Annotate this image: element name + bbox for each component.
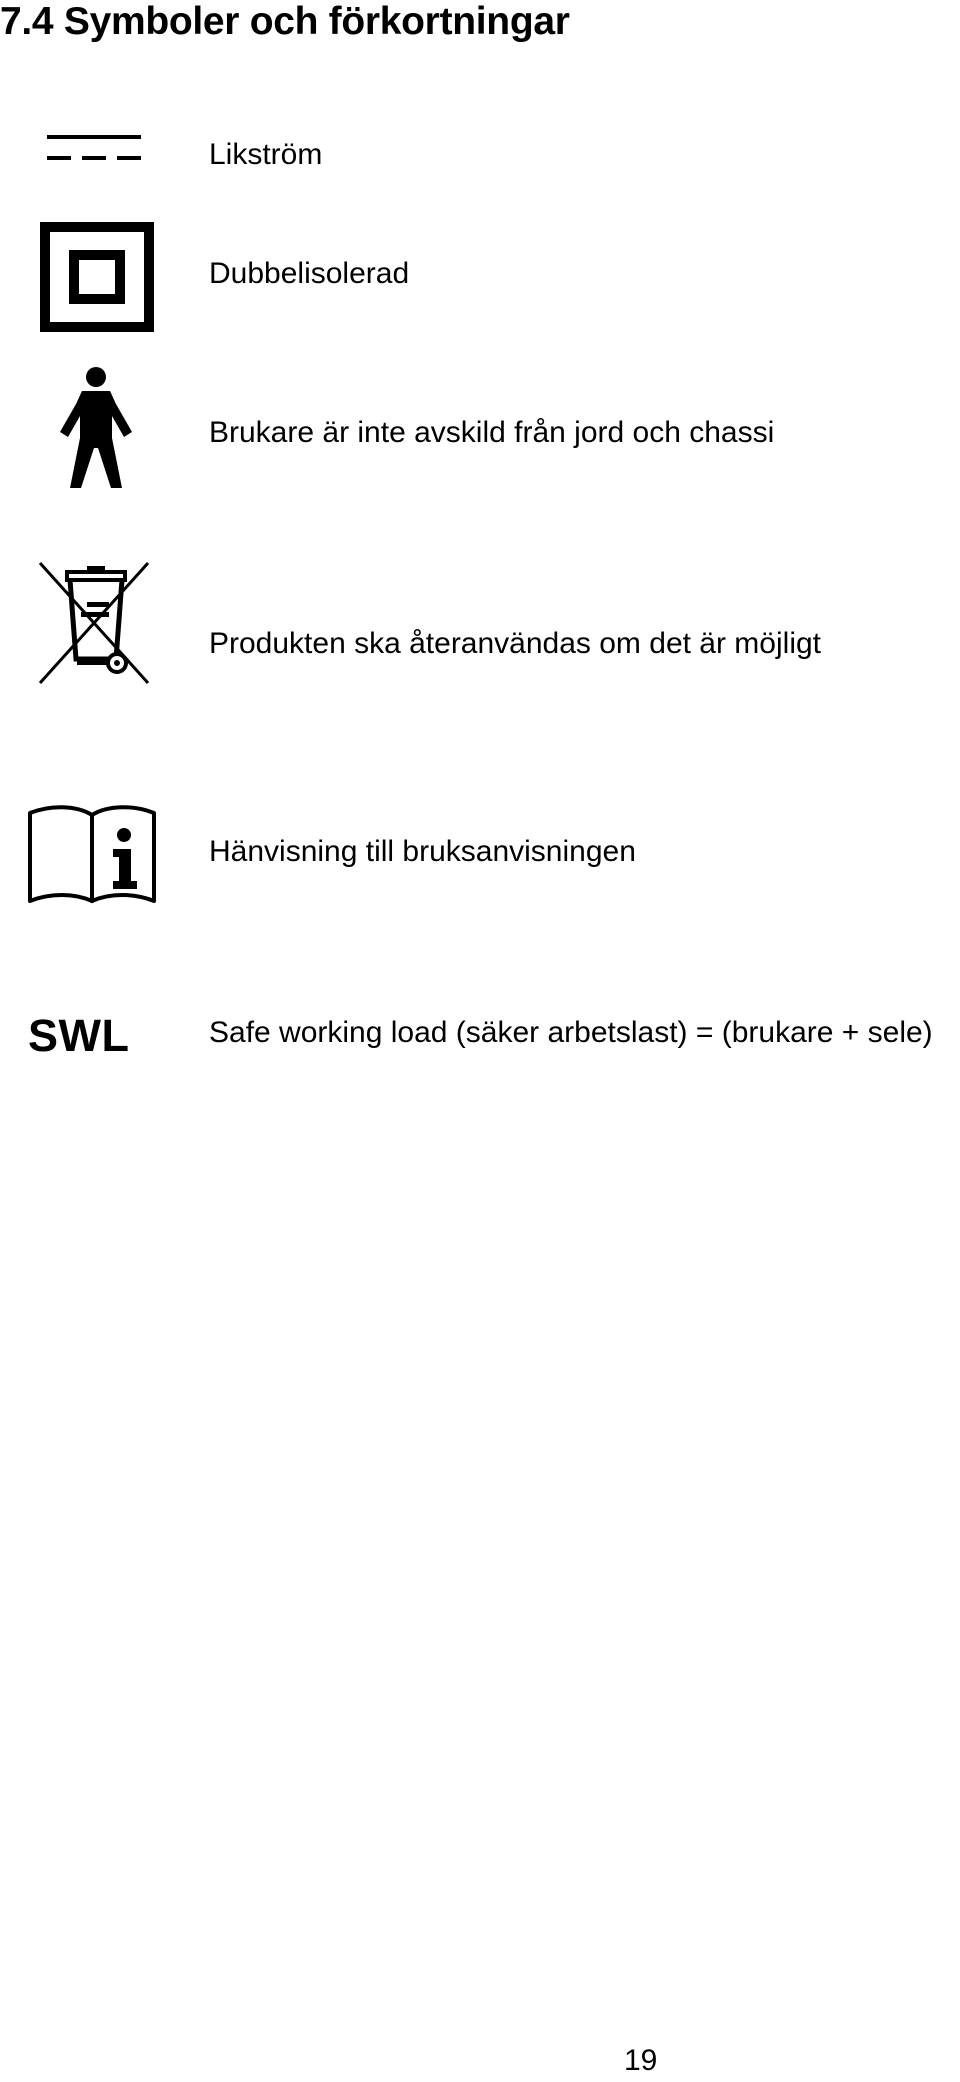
symbol-label-instructions: Hänvisning till bruksanvisningen — [209, 835, 636, 868]
symbol-label-direct-current: Likström — [209, 138, 323, 171]
symbol-label-double-insulated: Dubbelisolerad — [209, 257, 410, 290]
page-title: 7.4 Symboler och förkortningar — [0, 0, 570, 43]
symbol-label-swl: Safe working load (säker arbetslast) = (brukare + sele) — [209, 1016, 933, 1049]
swl-abbreviation: SWL — [28, 1010, 130, 1061]
consult-instructions-icon — [26, 801, 160, 905]
direct-current-icon — [45, 133, 143, 165]
weee-crossed-bin-icon — [37, 560, 151, 686]
double-insulated-icon — [40, 222, 154, 332]
type-b-applied-part-icon — [56, 366, 136, 491]
symbol-label-applied-part: Brukare är inte avskild från jord och chassi — [209, 416, 775, 449]
page-number: 19 — [624, 2044, 658, 2077]
symbol-label-recycle: Produkten ska återanvändas om det är möjligt — [209, 627, 821, 660]
